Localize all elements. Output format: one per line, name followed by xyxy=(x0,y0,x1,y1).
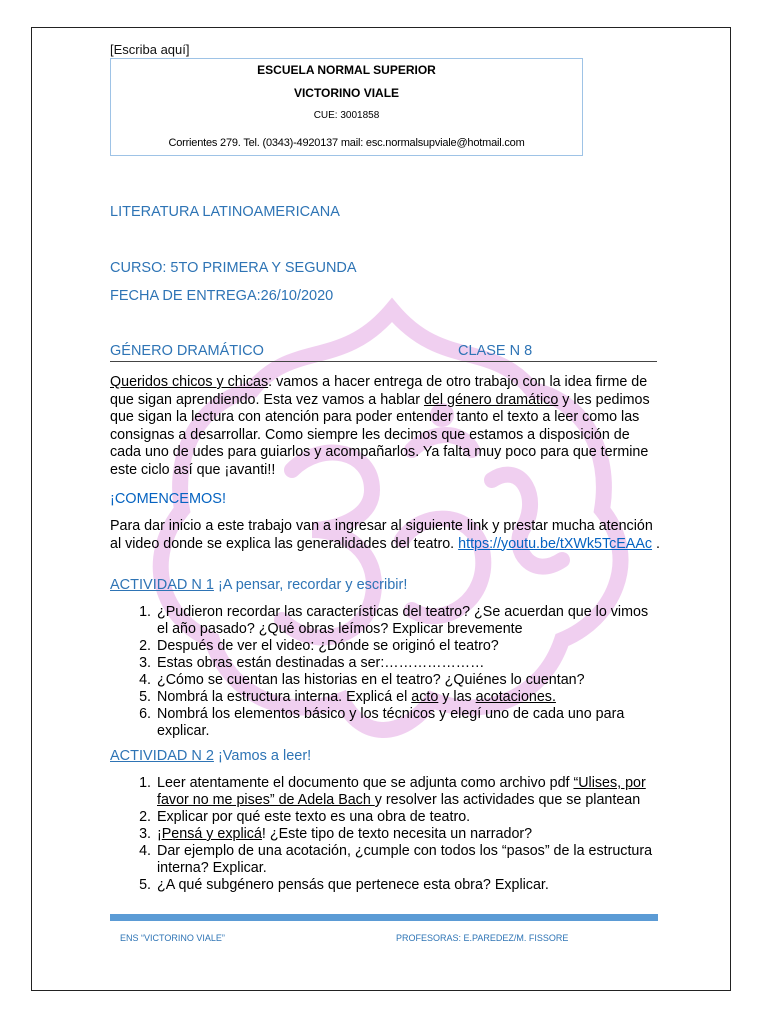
list-item: 5. Nombrá la estructura interna. Explicá el acto y las acotaciones. xyxy=(155,689,660,706)
school-address: Corrientes 279. Tel. (0343)-4920137 mail: esc.normalsupviale@hotmail.com xyxy=(168,137,525,149)
activity-1-title: ¡A pensar, recordar y escribir! xyxy=(213,577,408,593)
school-type: ESCUELA NORMAL SUPERIOR xyxy=(257,63,436,77)
placeholder-text: [Escriba aquí] xyxy=(110,42,190,57)
list-item: 6. Nombrá los elementos básico y los técnicos y elegí uno de cada uno para explicar. xyxy=(155,706,660,740)
start-paragraph: Para dar inicio a este trabajo van a ingresar al siguiente link y prestar mucha atención al video donde se explica las generalidades del teatro. https://youtu.be/tXWk5TcEAAc . xyxy=(110,518,660,552)
subject-title: LITERATURA LATINOAMERICANA xyxy=(110,204,340,220)
greeting: Queridos chicos y chicas xyxy=(110,374,269,390)
list-item: 4. ¿Cómo se cuentan las historias en el teatro? ¿Quiénes lo cuentan? xyxy=(155,672,660,689)
topic-title: GÉNERO DRAMÁTICO xyxy=(110,343,264,359)
school-cue: CUE: 3001858 xyxy=(313,110,380,121)
intro-paragraph: Queridos chicos y chicas: vamos a hacer entrega de otro trabajo con la idea firme de que sigan aprendiendo. Esta vez vamos a hablar del género dramático y les pedimos que sigan la lectura con atención para poder entender tanto el texto a leer como las consignas a desarrollar. Como siempre les decimos que estamos a disposición de cada uno de udes para guiarlos y acompañarlos. Ya falta muy poco para que termine este ciclo así que ¡avanti!! xyxy=(110,374,650,478)
list-item: 2. Explicar por qué este texto es una obra de teatro. xyxy=(155,809,660,826)
class-number: CLASE N 8 xyxy=(458,343,533,359)
school-name: VICTORINO VIALE xyxy=(293,86,400,100)
list-item: 3. ¡Pensá y explicá! ¿Este tipo de texto necesita un narrador? xyxy=(155,826,660,843)
activity-2-heading xyxy=(110,748,311,764)
due-date: FECHA DE ENTREGA:26/10/2020 xyxy=(110,288,334,304)
activity-2-list xyxy=(110,775,660,894)
activity-1-list xyxy=(110,604,660,740)
list-item: 3. Estas obras están destinadas a ser:………………… xyxy=(155,655,660,672)
section-divider xyxy=(110,361,657,362)
footer-bar xyxy=(110,914,658,921)
course-label: CURSO: 5TO PRIMERA Y SEGUNDA xyxy=(110,260,357,276)
youtube-link[interactable]: https://youtu.be/tXWk5TcEAAc xyxy=(458,535,653,552)
genre-link[interactable]: del género dramático xyxy=(423,391,559,408)
activity-2-label: ACTIVIDAD N 2 xyxy=(110,748,214,764)
list-item: 1. ¿Pudieron recordar las características del teatro? ¿Se acuerdan que lo vimos el año pasado? ¿Qué obras leímos? Explicar brevemente xyxy=(155,604,660,638)
activity-1-label: ACTIVIDAD N 1 xyxy=(110,577,214,593)
list-item: 1. Leer atentamente el documento que se adjunta como archivo pdf “Ulises, por favor no me pises” de Adela Bach y resolver las actividades que se plantean xyxy=(155,775,660,809)
activity-1-heading xyxy=(110,577,407,593)
activity-2-title: ¡Vamos a leer! xyxy=(213,748,312,764)
footer-teachers: PROFESORAS: E.PAREDEZ/M. FISSORE xyxy=(396,933,569,943)
book-title: “Ulises, por favor no me pises” de Adela Bach xyxy=(157,775,646,808)
list-item: 5. ¿A qué subgénero pensás que pertenece esta obra? Explicar. xyxy=(155,877,660,894)
start-heading: ¡COMENCEMOS! xyxy=(110,491,226,507)
list-item: 2. Después de ver el video: ¿Dónde se originó el teatro? xyxy=(155,638,660,655)
footer-school: ENS “VICTORINO VIALE” xyxy=(120,933,225,943)
list-item: 4. Dar ejemplo de una acotación, ¿cumple con todos los “pasos” de la estructura interna? Explicar. xyxy=(155,843,660,877)
school-header-box xyxy=(110,58,583,156)
